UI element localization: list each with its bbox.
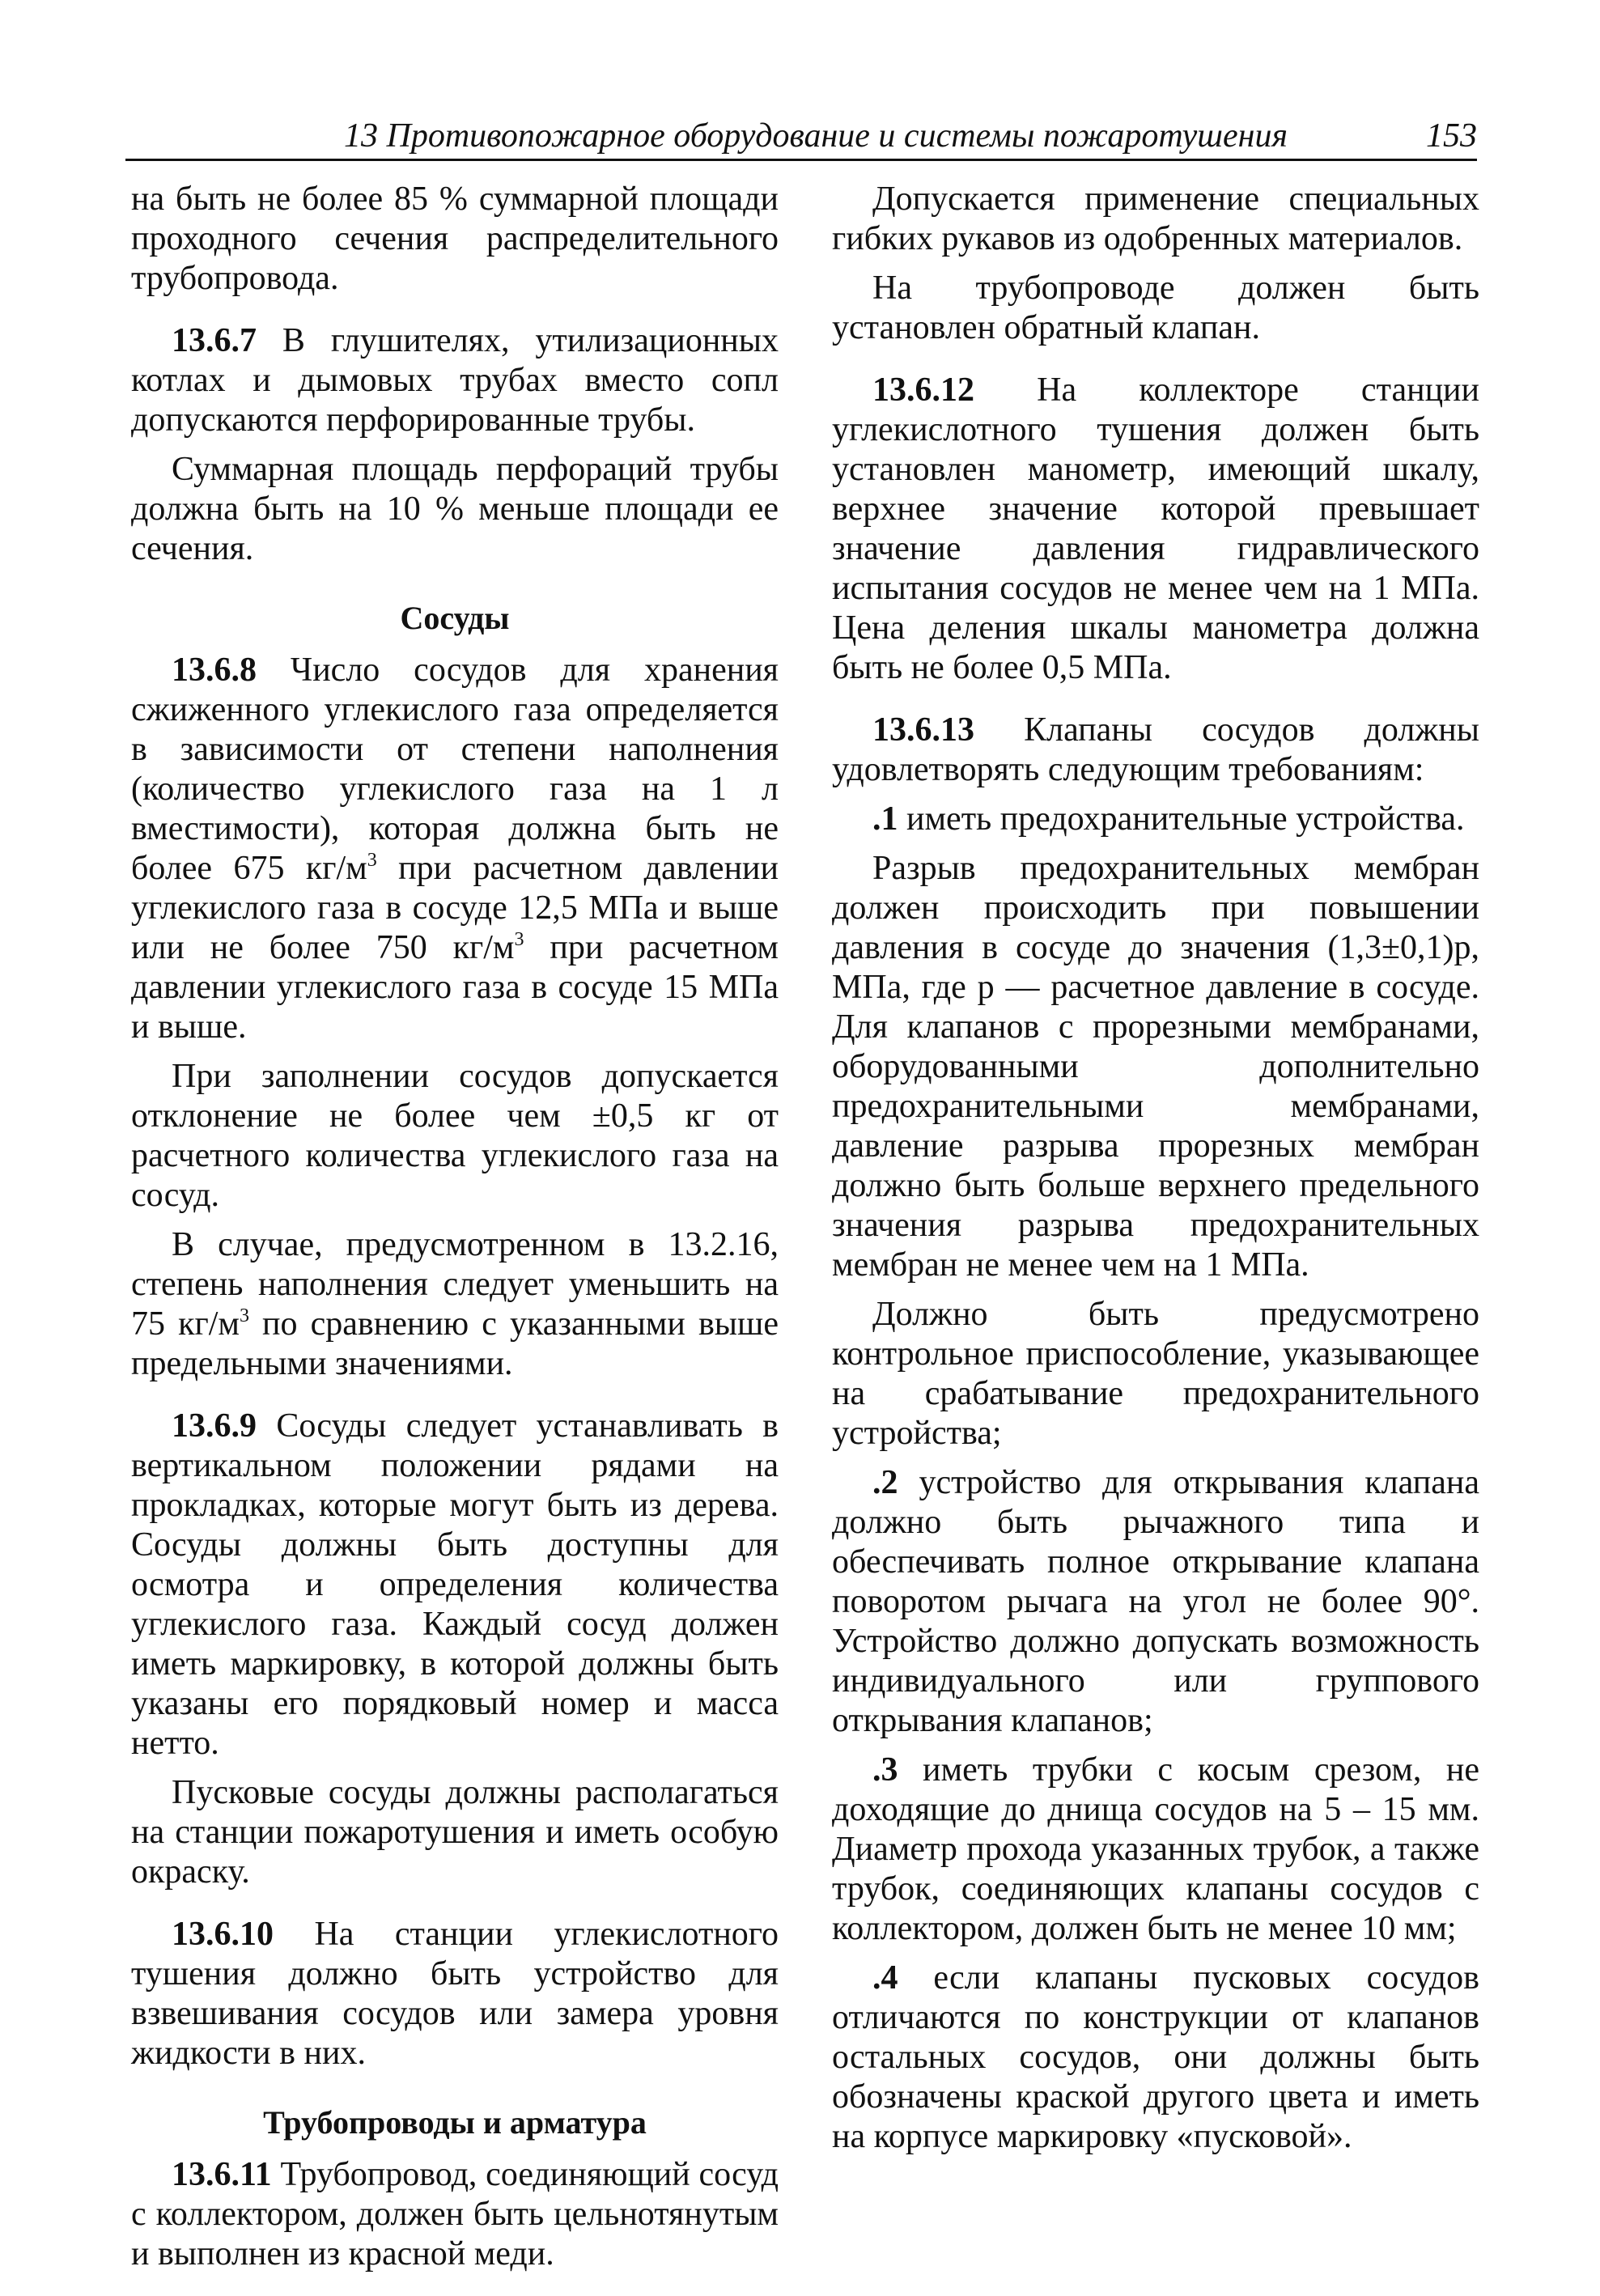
clause-13-6-8: 13.6.8 Число сосудов для хранения сжиженного углекислого газа определяется в зависимости от степени наполнения (количество углекислого газа на 1 л вместимости), которая должна быть не более 675 $кг/м^3$ при расчетном давлении углекислого газа в сосуде 12,5 МПа и выше или не более 750 $кг/м^3$ при расчетном давлении углекислого газа в сосуде 15 МПа и выше. (131, 651, 779, 1046)
clause-number: 13.6.12 (872, 371, 974, 409)
paragraph-continuation: на быть не более 85 % суммарной площади проходного сечения распределительного трубопровода. (131, 180, 779, 297)
clause-13-6-13: 13.6.13 Клапаны сосудов должны удовлетворять следующим требованиям: (832, 711, 1479, 788)
section-heading-pipes: Трубопроводы и арматура (263, 2104, 647, 2141)
item-number: .3 (872, 1751, 898, 1789)
clause-13-6-10: 13.6.10 На станции углекислотного тушения должно быть устройство для взвешивания сосудов или замера уровня жидкости в них. (131, 1916, 779, 2072)
clause-13-6-12: 13.6.12 На коллекторе станции углекислотного тушения должен быть установлен манометр, имеющий шкалу, верхнее значение которой превышает значение давления гидравлического испытания сосудов не менее чем на 1 МПа. Цена деления шкалы манометра должна быть не более 0,5 МПа. (832, 371, 1479, 686)
paragraph: При заполнении сосудов допускается отклонение не более чем ±0,5 кг от расчетного количества углекислого газа на сосуд. (131, 1058, 779, 1214)
clause-13-6-7: 13.6.7 В глушителях, утилизационных котлах и дымовых трубах вместо сопл допускаются перфорированные трубы. (131, 322, 779, 439)
item-number: .1 (872, 800, 898, 838)
item-number: .2 (872, 1464, 898, 1501)
item-number: .4 (872, 1959, 898, 1997)
list-item-2: .2 устройство для открывания клапана должно быть рычажного типа и обеспечивать полное открывание клапана поворотом рычага на угол не более 90°. Устройство должно допускать возможность индивидуального или группового открывания клапанов; (832, 1464, 1479, 1739)
paragraph: Суммарная площадь перфораций трубы должна быть на 10 % меньше площади ее сечения. (131, 451, 779, 567)
clause-13-6-9: 13.6.9 Сосуды следует устанавливать в вертикальном положении рядами на прокладках, которые могут быть из дерева. Сосуды должны быть доступны для осмотра и определения количества углекислого газа. Каждый сосуд должен иметь маркировку, в которой должны быть указаны его порядковый номер и масса нетто. (131, 1407, 779, 1762)
list-item-4: .4 если клапаны пусковых сосудов отличаются по конструкции от клапанов остальных сосудов, они должны быть обозначены краской другого цвета и иметь на корпусе маркировку «пусковой». (832, 1959, 1479, 2155)
list-item-3: .3 иметь трубки с косым срезом, не доходящие до днища сосудов на 5 – 15 мм. Диаметр прохода указанных трубок, а также трубок, соединяющих клапаны сосудов с коллектором, должен быть не менее 10 мм; (832, 1751, 1479, 1947)
paragraph: Допускается применение специальных гибких рукавов из одобренных материалов. (832, 180, 1479, 257)
clause-number: 13.6.11 (172, 2156, 272, 2193)
clause-number: 13.6.10 (172, 1916, 274, 1953)
paragraph: В случае, предусмотренном в 13.2.16, степень наполнения следует уменьшить на 75 $кг/м^3$ по сравнению с указанными выше предельными значениями. (131, 1226, 779, 1382)
running-title: 13 Противопожарное оборудование и системы пожаротушения (344, 117, 1288, 155)
right-column (832, 180, 1479, 2167)
section-heading-vessels: Сосуды (400, 600, 510, 636)
paragraph: На трубопроводе должен быть установлен обратный клапан. (832, 269, 1479, 346)
page-number: 153 (1426, 117, 1477, 155)
paragraph: Должно быть предусмотрено контрольное приспособление, указывающее на срабатывание предохранительного устройства; (832, 1296, 1479, 1452)
running-header (125, 113, 1477, 161)
clause-13-6-11: 13.6.11 Трубопровод, соединяющий сосуд с коллектором, должен быть цельнотянутым и выполнен из красной меди. (131, 2156, 779, 2273)
list-item-1: .1 иметь предохранительные устройства. (872, 800, 1465, 838)
paragraph: Разрыв предохранительных мембран должен происходить при повышении давления в сосуде до значения (1,3±0,1)p, МПа, где p — расчетное давление в сосуде. Для клапанов с прорезными мембранами, оборудованными дополнительно предохранительными мембранами, давление разрыва прорезных мембран должно быть больше верхнего предельного значения разрыва предохранительных мембран не менее чем на 1 МПа. (832, 850, 1479, 1284)
paragraph: Пусковые сосуды должны располагаться на станции пожаротушения и иметь особую окраску. (131, 1774, 779, 1891)
clause-number: 13.6.9 (172, 1407, 257, 1445)
left-column (131, 180, 779, 2284)
clause-number: 13.6.13 (872, 711, 974, 749)
clause-number: 13.6.8 (172, 651, 257, 689)
clause-number: 13.6.7 (172, 322, 257, 359)
